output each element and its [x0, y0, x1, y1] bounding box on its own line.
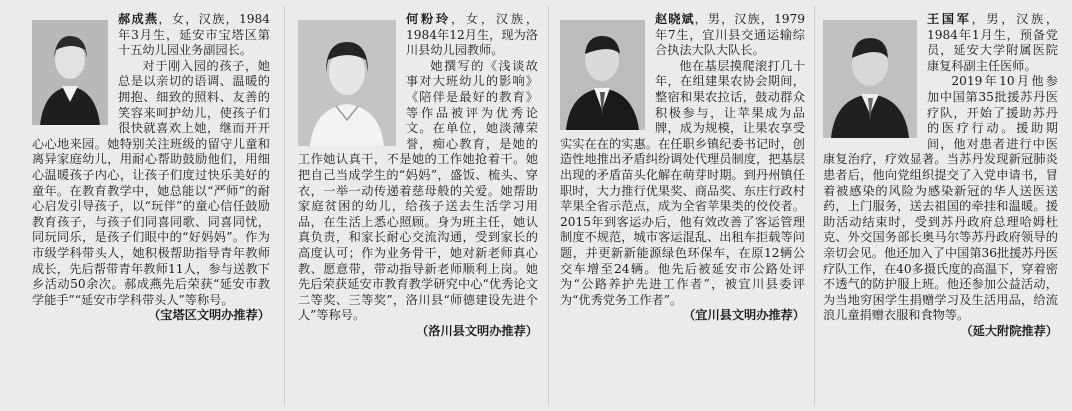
- portrait-image: [560, 20, 645, 130]
- profile-hao-chengyan: [32, 0, 270, 411]
- portrait-image: [823, 20, 917, 138]
- person-intro: ，男，汉族，1979年7生，宜川县交通运输综合执法大队大队长。: [655, 12, 805, 58]
- profile-wang-guojun: [823, 0, 1058, 411]
- portrait-photo: [298, 20, 396, 146]
- column-divider: [548, 6, 549, 405]
- recommender: （宜川县文明办推荐）: [683, 308, 805, 323]
- column-divider: [284, 6, 285, 405]
- person-name: 王国军: [927, 12, 972, 26]
- recommender: （洛川县文明办推荐）: [416, 323, 538, 338]
- person-intro: ，男，汉族，1984年1月生，预备党员，延安大学附属医院康复科副主任医师。: [927, 12, 1059, 73]
- person-bio: 他在基层摸爬滚打几十年，在组建果农协会期间，整宿和果农拉话，鼓动群众积极参与，让苹果成为品牌，成为规模，让果农享受实实在在的实惠。在任职乡镇纪委书记时，创造性地推出矛盾纠纷调处代理员制度，把基层出现的矛盾苗头化解在萌芽时期。到丹州镇任职时，大力推行优果奖、商品奖、东庄行政村苹果全省示范点，成为全省苹果类的佼佼者。2015年到客运办后，他有效改善了客运管理制度不规范，城市客运混乱、出租车拒载等问题，并更新新能源绿色环保车，在原12辆公交车增至24辆。他先后被延安市公路处评为“公路养护先进工作者”，被宜川县委评为“优秀党务工作者”。: [560, 58, 805, 307]
- person-intro: ，女，汉族，1984年3月生，延安市宝塔区第十五幼儿园业务副园长。: [118, 12, 270, 58]
- person-name: 何粉玲: [406, 12, 451, 26]
- person-name: 赵晓斌: [655, 12, 695, 26]
- portrait-image: [32, 20, 108, 125]
- person-name: 郝成燕: [118, 12, 159, 26]
- portrait-photo: [32, 20, 108, 125]
- profile-he-fenling: [298, 0, 538, 411]
- column-divider: [814, 6, 815, 405]
- person-bio: 对于刚入园的孩子，她总是以亲切的语调、温暖的拥抱、细致的照料、友善的笑容来呵护幼儿，使孩子们很快就喜欢上她，继而开开心心地来园。她特别关注班级的留守儿童和离异家庭幼儿，用耐心帮助鼓励他们，用细心温暖孩子内心，让孩子们度过快乐美好的童年。在教育教学中，她总能以“严师”的耐心启发引导孩子，以“玩伴”的童心信任鼓励教育孩子，与孩子们同喜同歌、同喜同忧，同玩同乐，是孩子们眼中的“好妈妈”。作为市级学科带头人，她积极帮助指导青年教师成长，先后帮带青年教师11人，参与送教下乡活动50余次。郝成燕先后荣获“延安市教学能手”“延安市学科带头人”等称号。: [32, 58, 270, 307]
- portrait-photo: [560, 20, 645, 130]
- recommender: （宝塔区文明办推荐）: [148, 308, 270, 323]
- person-intro: ，女，汉族，1984年12月生，现为洛川县幼儿园教师。: [406, 12, 539, 58]
- portrait-photo: [823, 20, 917, 138]
- recommender: （延大附院推荐）: [960, 323, 1058, 338]
- person-bio: 2019年10月他参加中国第35批援苏丹医疗队，开始了援助苏丹的医疗行动。援助期间，他对患者进行中医康复治疗，疗效显著。当苏丹发现新冠肺炎患者后，他向党组织提交了入党申请书，冒着被感染的风险为感染新冠的华人送医送药，上门服务，送去祖国的牵挂和温暖。援助活动结束时，受到苏丹政府总理哈姆杜克、外交国务部长奥马尔等苏丹政府领导的亲切会见。他还加入了中国第36批援苏丹医疗队工作，在40多摄氏度的高温下，穿着密不透气的防护服上班。他还参加公益活动，为当地穷困学生捐赠学习及生活用品，给流浪儿童捐赠衣服和食物等。: [823, 74, 1058, 323]
- profile-zhao-xiaobin: [560, 0, 805, 411]
- person-bio: 她撰写的《浅谈故事对大班幼儿的影响》《陪伴是最好的教育》等作品被评为优秀论文。在单位，她淡薄荣誉，痴心教育，是她的工作她认真干，不是她的工作她抢着干。她把自己当成学生的“妈妈”，盛饭、梳头、穿衣，一举一动传递着慈母般的关爱。她帮助家庭贫困的幼儿，给孩子送去生活学习用品，在生活上悉心照顾。身为班主任，她认真负责，和家长耐心交流沟通，受到家长的高度认可；作为业务骨干，她对新老师真心教、愿意带，带动指导新老师顺利上岗。她先后荣获延安市教育教学研究中心“优秀论文二等奖、三等奖”，洛川县“师德建设先进个人”等称号。: [298, 58, 538, 323]
- portrait-image: [298, 20, 396, 146]
